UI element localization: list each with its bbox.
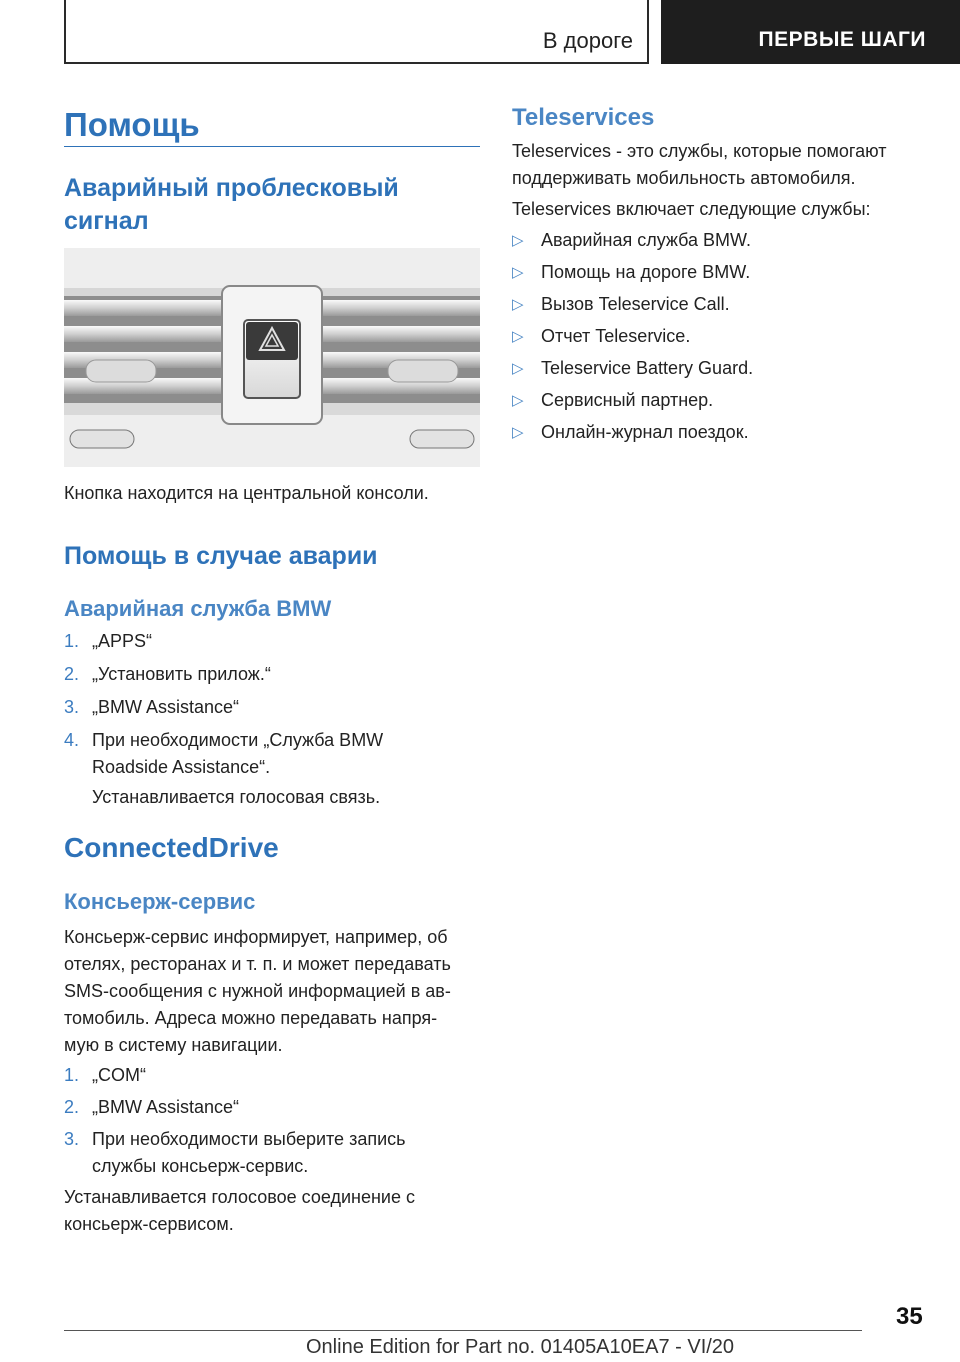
hazard-heading-line2: сигнал bbox=[64, 207, 149, 235]
page-title: Помощь bbox=[64, 106, 200, 143]
console-illustration bbox=[64, 248, 480, 467]
step-text: „Установить прилож.“ bbox=[92, 664, 271, 684]
title-rule bbox=[64, 146, 480, 147]
step-text: „BMW Assistance“ bbox=[92, 697, 240, 717]
footer-edition: Online Edition for Part no. 01405A10EA7 - VI/20 bbox=[306, 1336, 735, 1358]
body-line: SMS-сообщения с нужной информацией в ав- bbox=[64, 981, 451, 1001]
emergency-heading: Помощь в случае аварии bbox=[64, 542, 378, 570]
teleservices-heading: Teleservices bbox=[512, 104, 655, 131]
connected-heading: ConnectedDrive bbox=[64, 832, 279, 863]
step-text-line: службы консьерж-сервис. bbox=[92, 1156, 309, 1176]
body-line: Консьерж-сервис информирует, например, об bbox=[64, 927, 448, 947]
triangle-bullet-icon: ▷ bbox=[512, 424, 524, 441]
step-text bbox=[92, 1126, 406, 1180]
header-chapter-tab bbox=[661, 0, 960, 64]
step-number: 1. bbox=[64, 631, 80, 651]
step-number: 3. bbox=[64, 1129, 80, 1149]
note-line: консьерж-сервисом. bbox=[64, 1214, 234, 1234]
service-item: Вызов Teleservice Call. bbox=[541, 294, 730, 314]
step-number: 1. bbox=[64, 1065, 80, 1085]
service-item: Аварийная служба BMW. bbox=[541, 230, 752, 250]
step-text: „COM“ bbox=[92, 1065, 146, 1085]
step-number: 2. bbox=[64, 1097, 80, 1117]
header-chapter-label: ПЕРВЫЕ ШАГИ bbox=[758, 28, 926, 51]
emergency-subheading: Аварийная служба BMW bbox=[64, 596, 332, 621]
hazard-caption: Кнопка находится на центральной консоли. bbox=[64, 483, 429, 503]
triangle-bullet-icon: ▷ bbox=[512, 232, 524, 249]
service-item: Онлайн-журнал поездок. bbox=[541, 422, 749, 442]
triangle-bullet-icon: ▷ bbox=[512, 264, 524, 281]
concierge-note bbox=[64, 1184, 415, 1238]
teleservices-intro bbox=[512, 138, 886, 192]
footer-rule bbox=[64, 1330, 862, 1331]
step-text bbox=[92, 727, 383, 781]
step-text-line: При необходимости „Служба BMW bbox=[92, 730, 384, 750]
body-line: томобиль. Адреса можно передавать напря- bbox=[64, 1008, 438, 1028]
page-number: 35 bbox=[896, 1303, 923, 1330]
hazard-heading bbox=[64, 172, 399, 238]
triangle-bullet-icon: ▷ bbox=[512, 328, 524, 345]
triangle-bullet-icon: ▷ bbox=[512, 392, 524, 409]
note-line: Устанавливается голосовое соединение с bbox=[64, 1187, 415, 1207]
step-number: 4. bbox=[64, 730, 80, 750]
triangle-bullet-icon: ▷ bbox=[512, 360, 524, 377]
step-number: 2. bbox=[64, 664, 80, 684]
step-text: „APPS“ bbox=[92, 631, 153, 651]
body-line: отелях, ресторанах и т. п. и может передавать bbox=[64, 954, 451, 974]
body-line: мую в систему навигации. bbox=[64, 1035, 283, 1055]
teleservices-lead: Teleservices включает следующие службы: bbox=[512, 199, 871, 219]
triangle-bullet-icon: ▷ bbox=[512, 296, 524, 313]
service-item: Отчет Teleservice. bbox=[541, 326, 691, 346]
step-text: „BMW Assistance“ bbox=[92, 1097, 240, 1117]
step-text-line: При необходимости выберите запись bbox=[92, 1129, 406, 1149]
hazard-heading-line1: Аварийный проблесковый bbox=[64, 174, 399, 202]
step-number: 3. bbox=[64, 697, 80, 717]
concierge-subheading: Консьерж-сервис bbox=[64, 889, 256, 914]
intro-line: Teleservices - это службы, которые помогают bbox=[512, 141, 887, 161]
hazard-button-photo bbox=[64, 248, 480, 467]
service-item: Помощь на дороге BMW. bbox=[541, 262, 751, 282]
header-section-tab bbox=[64, 0, 649, 64]
step-text-line: Roadside Assistance“. bbox=[92, 757, 271, 777]
header-section-label: В дороге bbox=[542, 28, 633, 53]
concierge-body bbox=[64, 924, 451, 1059]
emergency-note: Устанавливается голосовая связь. bbox=[92, 787, 381, 807]
service-item: Сервисный партнер. bbox=[541, 390, 714, 410]
intro-line: поддерживать мобильность автомобиля. bbox=[512, 168, 856, 188]
service-item: Teleservice Battery Guard. bbox=[541, 358, 754, 378]
